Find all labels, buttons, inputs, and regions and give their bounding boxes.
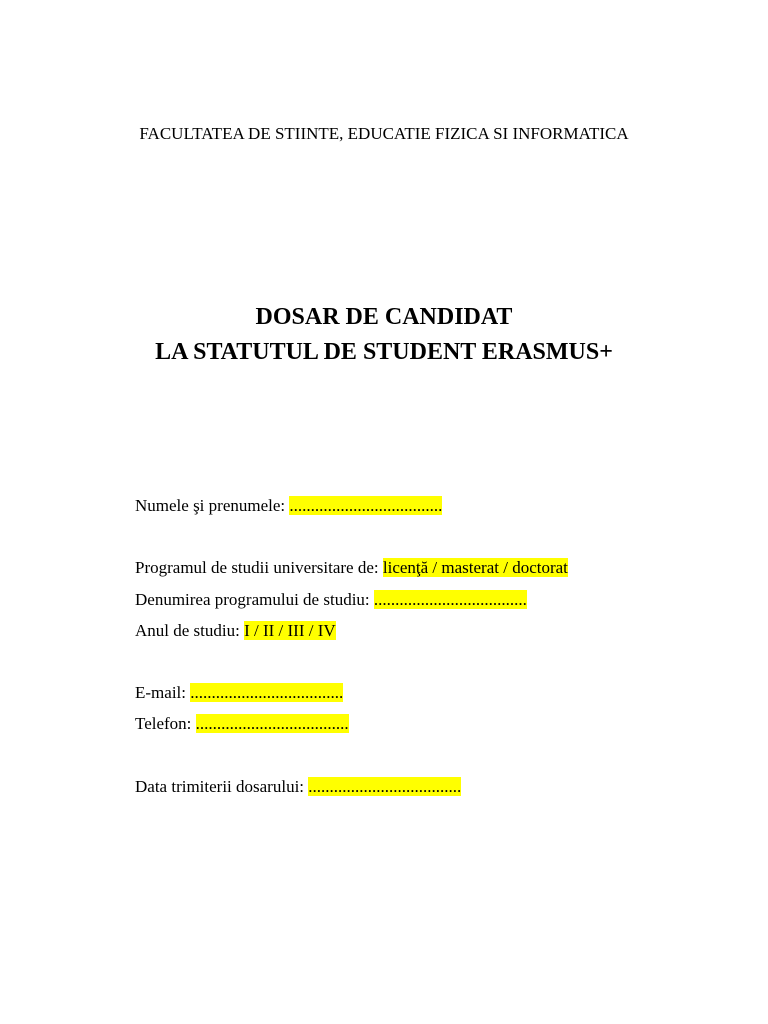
faculty-header: FACULTATEA DE STIINTE, EDUCATIE FIZICA SI INFORMATICA (139, 124, 629, 143)
program-name-value: .................................... (373, 590, 527, 609)
email-field (135, 682, 343, 704)
name-value: .................................... (289, 496, 443, 515)
document-title-line-2: LA STATUTUL DE STUDENT ERASMUS+ (155, 339, 613, 365)
submission-date-value: .................................... (308, 777, 462, 796)
program-name-field (135, 589, 527, 611)
email-label: E-mail: (135, 683, 191, 702)
name-field (135, 495, 442, 517)
study-year-label: Anul de studiu: (135, 621, 245, 640)
submission-date-field (135, 776, 461, 798)
email-value: .................................... (190, 683, 344, 702)
study-program-value: licenţă / masterat / doctorat (382, 558, 568, 577)
phone-value: .................................... (195, 714, 349, 733)
study-program-field (135, 557, 568, 579)
submission-date-label: Data trimiterii dosarului: (135, 777, 309, 796)
study-program-label: Programul de studii universitare de: (135, 558, 383, 577)
document-title-line-1: DOSAR DE CANDIDAT (255, 304, 513, 330)
name-label: Numele şi prenumele: (135, 496, 290, 515)
study-year-field (135, 620, 336, 642)
phone-field (135, 713, 349, 735)
program-name-label: Denumirea programului de studiu: (135, 590, 374, 609)
phone-label: Telefon: (135, 714, 196, 733)
study-year-value: I / II / III / IV (244, 621, 336, 640)
